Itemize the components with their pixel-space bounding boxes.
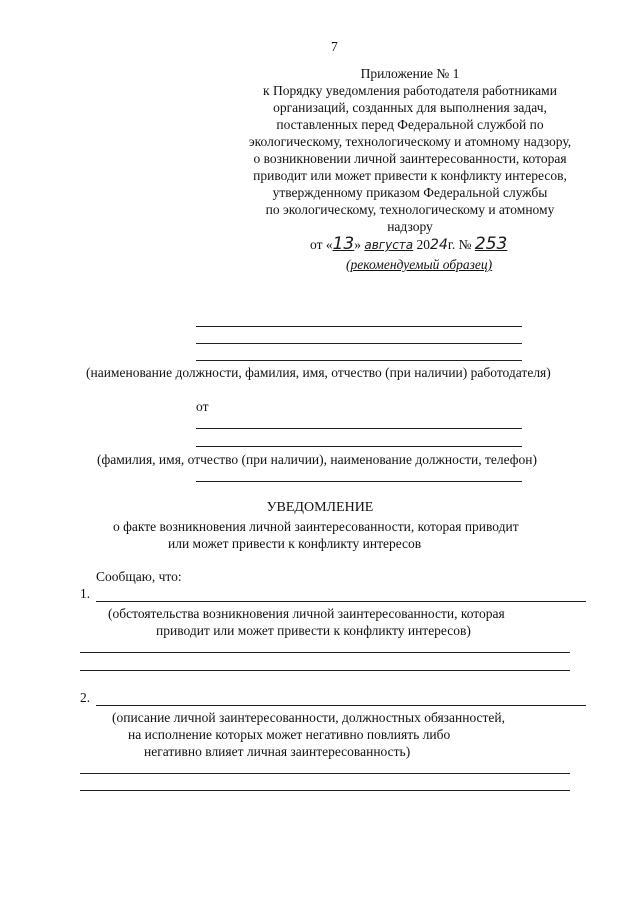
order-number: 253 bbox=[474, 234, 508, 254]
item2-field-line-1[interactable] bbox=[96, 705, 586, 706]
order-year-tail: г. № bbox=[447, 237, 472, 252]
order-sep: » bbox=[354, 237, 361, 252]
employer-field-line-3[interactable] bbox=[196, 360, 522, 361]
item1-field-line-1[interactable] bbox=[96, 601, 586, 602]
order-date-line bbox=[310, 236, 507, 254]
appendix-line-5: о возникновении личной заинтересованности, которая bbox=[253, 151, 567, 166]
appendix-line-8: по экологическому, технологическому и атомному bbox=[265, 202, 555, 217]
item2-caption-1: (описание личной заинтересованности, должностных обязанностей, bbox=[112, 710, 506, 725]
item2-caption-2: на исполнение которых может негативно повлиять либо bbox=[128, 727, 451, 742]
notice-title: УВЕДОМЛЕНИЕ bbox=[266, 500, 374, 515]
employee-field-line-2[interactable] bbox=[196, 446, 522, 447]
order-year-suffix: 24 bbox=[430, 237, 448, 253]
item1-caption-2: приводит или может привести к конфликту интересов) bbox=[156, 623, 471, 638]
appendix-line-4: экологическому, технологическому и атомному надзору, bbox=[248, 134, 572, 149]
appendix-line-7: утвержденному приказом Федеральной службы bbox=[272, 185, 548, 200]
item2-field-line-3[interactable] bbox=[80, 790, 570, 791]
appendix-line-9: надзору bbox=[387, 219, 433, 234]
employer-field-line-1[interactable] bbox=[196, 326, 522, 327]
appendix-line-6: приводит или может привести к конфликту интересов, bbox=[253, 168, 567, 183]
from-label: от bbox=[196, 399, 209, 414]
employee-caption: (фамилия, имя, отчество (при наличии), наименование должности, телефон) bbox=[97, 452, 538, 467]
item2-caption-3: негативно влияет личная заинтересованность) bbox=[144, 744, 411, 759]
appendix-title: Приложение № 1 bbox=[360, 66, 460, 81]
order-day: 13 bbox=[332, 234, 355, 254]
employer-field-line-2[interactable] bbox=[196, 343, 522, 344]
report-intro: Сообщаю, что: bbox=[96, 569, 182, 584]
notice-subtitle-1: о факте возникновения личной заинтересованности, которая приводит bbox=[113, 519, 519, 534]
order-month: августа bbox=[364, 238, 414, 252]
appendix-line-3: поставленных перед Федеральной службой по bbox=[276, 117, 544, 132]
item1-field-line-3[interactable] bbox=[80, 670, 570, 671]
item1-field-line-2[interactable] bbox=[80, 652, 570, 653]
page-number: 7 bbox=[331, 39, 338, 54]
order-prefix: от « bbox=[310, 237, 333, 252]
sample-note: (рекомендуемый образец) bbox=[346, 257, 493, 272]
item2-field-line-2[interactable] bbox=[80, 773, 570, 774]
item1-number: 1. bbox=[80, 586, 91, 601]
employee-field-line-1[interactable] bbox=[196, 428, 522, 429]
appendix-line-1: к Порядку уведомления работодателя работниками bbox=[263, 83, 557, 98]
notice-subtitle-2: или может привести к конфликту интересов bbox=[168, 536, 422, 551]
employee-field-line-3[interactable] bbox=[196, 481, 522, 482]
employer-caption: (наименование должности, фамилия, имя, отчество (при наличии) работодателя) bbox=[86, 365, 551, 380]
item1-caption-1: (обстоятельства возникновения личной заинтересованности, которая bbox=[108, 606, 505, 621]
order-year-prefix: 20 bbox=[416, 237, 431, 252]
item2-number: 2. bbox=[80, 690, 91, 705]
appendix-line-2: организаций, созданных для выполнения задач, bbox=[273, 100, 547, 115]
